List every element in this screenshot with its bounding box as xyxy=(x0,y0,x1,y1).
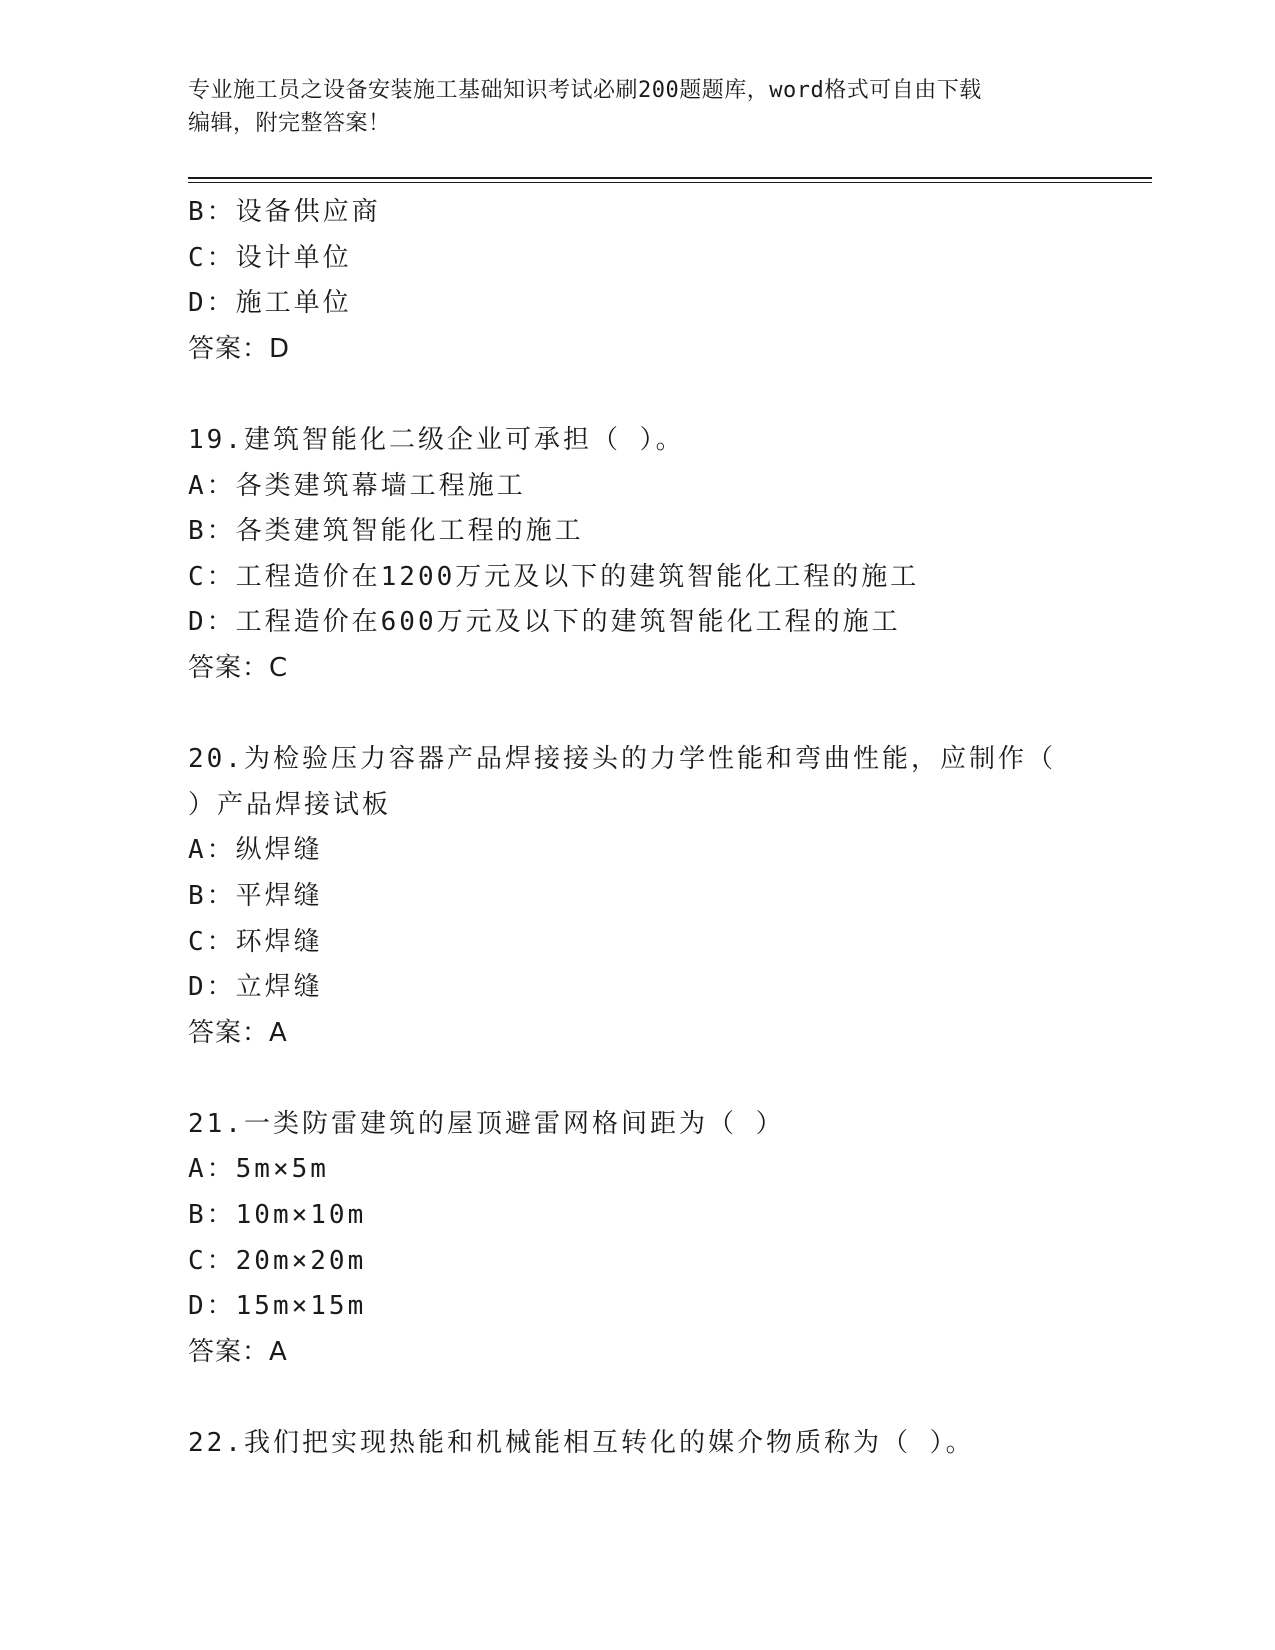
answer-line: 答案：D xyxy=(188,333,291,364)
question-text-line-2: ）产品焊接试板 xyxy=(188,789,392,820)
option-b: B：各类建筑智能化工程的施工 xyxy=(188,516,584,547)
option-a: A：5m×5m xyxy=(188,1154,329,1185)
option-a: A：各类建筑幕墙工程施工 xyxy=(188,470,526,501)
spacer xyxy=(188,1056,1088,1102)
answer-line: 答案：A xyxy=(188,1017,288,1048)
question-21-block xyxy=(188,1102,1088,1376)
question-text: 19.建筑智能化二级企业可承担（ ）。 xyxy=(188,424,685,455)
option-c: C：环焊缝 xyxy=(188,926,323,957)
option-b: B：10m×10m xyxy=(188,1200,367,1231)
header-divider-thin xyxy=(188,182,1152,183)
question-22-block xyxy=(188,1421,1088,1467)
option-c: C：工程造价在1200万元及以下的建筑智能化工程的施工 xyxy=(188,561,920,592)
spacer xyxy=(188,1375,1088,1421)
header-title-line-1: 专业施工员之设备安装施工基础知识考试必刷200题题库，word格式可自由下载 xyxy=(188,78,982,103)
spacer xyxy=(188,372,1088,418)
question-list xyxy=(188,190,1088,1467)
option-a: A：纵焊缝 xyxy=(188,835,323,866)
question-text: 22.我们把实现热能和机械能相互转化的媒介物质称为（ ）。 xyxy=(188,1428,975,1459)
answer-line: 答案：A xyxy=(188,1336,288,1367)
answer-line: 答案：C xyxy=(188,652,289,683)
option-b: B：平焊缝 xyxy=(188,880,323,911)
spacer xyxy=(188,692,1088,738)
question-text: 21.一类防雷建筑的屋顶避雷网格间距为（ ） xyxy=(188,1108,785,1139)
option-b: B：设备供应商 xyxy=(188,197,381,227)
option-d: D：立焊缝 xyxy=(188,972,323,1003)
question-18-block xyxy=(188,190,1088,372)
option-c: C：20m×20m xyxy=(188,1245,367,1276)
document-header xyxy=(188,74,1088,140)
question-text-line-1: 20.为检验压力容器产品焊接接头的力学性能和弯曲性能，应制作（ xyxy=(188,744,1056,775)
header-divider-thick xyxy=(188,177,1152,179)
option-d: D：15m×15m xyxy=(188,1291,367,1322)
option-d: D：施工单位 xyxy=(188,288,352,319)
question-20-block xyxy=(188,737,1088,1056)
option-c: C：设计单位 xyxy=(188,242,352,273)
option-d: D：工程造价在600万元及以下的建筑智能化工程的施工 xyxy=(188,607,901,638)
header-title-line-2: 编辑，附完整答案！ xyxy=(188,111,391,136)
question-19-block xyxy=(188,418,1088,692)
